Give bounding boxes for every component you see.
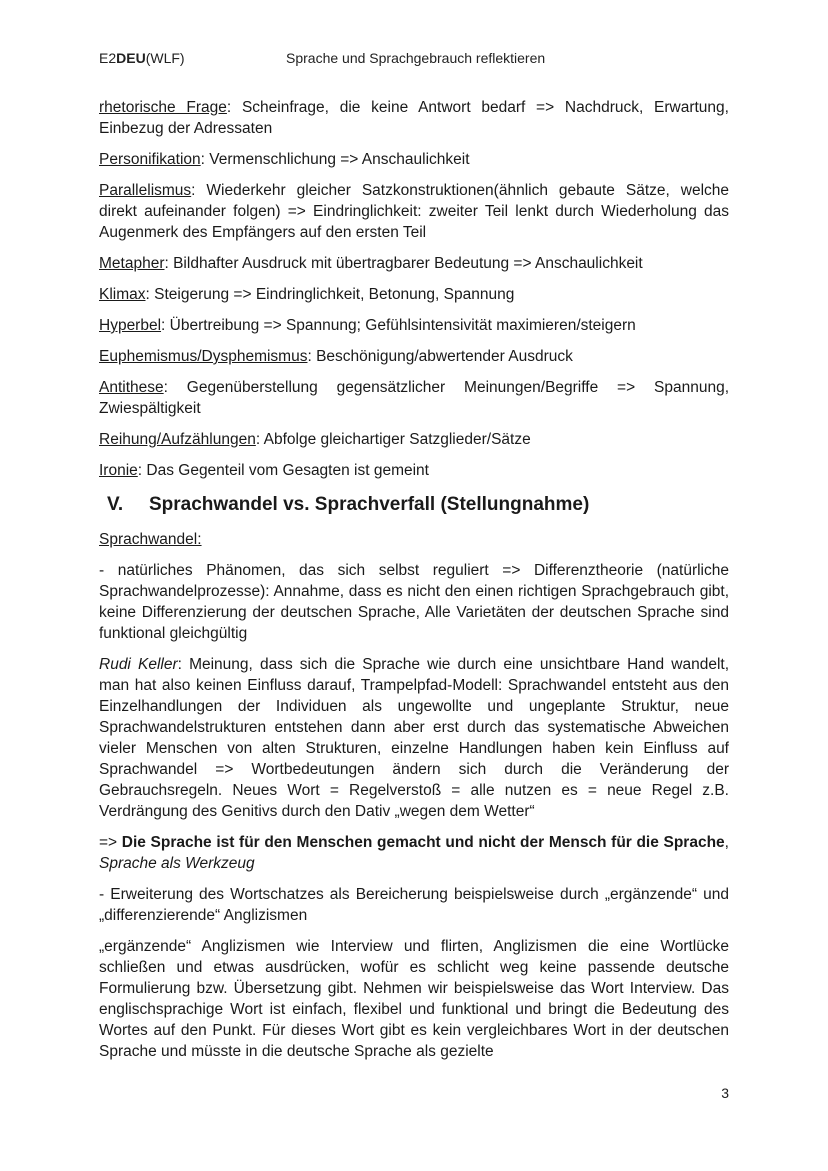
definition-item: [99, 315, 729, 336]
definition-term: Hyperbel: [99, 317, 162, 334]
definition-item: [99, 377, 729, 419]
definition-text: : Gegenüberstellung gegensätzlicher Meinungen/Begriffe => Spannung, Zwiespältigkeit: [99, 379, 729, 417]
page-number: 3: [721, 1085, 729, 1101]
definition-text: : Scheinfrage, die keine Antwort bedarf => Nachdruck, Erwartung, Einbezug der Adressaten: [99, 99, 729, 137]
definition-text: : Wiederkehr gleicher Satzkonstruktionen(ähnlich gebaute Sätze, welche direkt aufeinander folgen) => Eindringlichkeit: zweiter Teil lenkt durch Wiederholung das Augenmerk des Empfängers auf den ersten Teil: [99, 182, 729, 241]
definition-term: Reihung/Aufzählungen: [99, 431, 256, 448]
definition-item: [99, 97, 729, 139]
definition-text: : Abfolge gleichartiger Satzglieder/Sätze: [255, 431, 531, 448]
definition-text: : Vermenschlichung => Anschaulichkeit: [200, 151, 470, 168]
definition-item: [99, 460, 729, 481]
paragraph: - Erweiterung des Wortschatzes als Bereicherung beispielsweise durch „ergänzende“ und „differenzierende“ Anglizismen: [99, 886, 729, 924]
definition-item: [99, 180, 729, 243]
section-number: V.: [107, 494, 124, 515]
definition-text: : Bildhafter Ausdruck mit übertragbarer Bedeutung => Anschaulichkeit: [164, 255, 643, 272]
definition-term: Parallelismus: [99, 182, 192, 199]
definition-text: : Steigerung => Eindringlichkeit, Betonung, Spannung: [145, 286, 515, 303]
definition-item: [99, 149, 729, 170]
definition-text: : Beschönigung/abwertender Ausdruck: [307, 348, 573, 365]
definition-term: rhetorische Frage: [99, 99, 227, 116]
definition-text: : Übertreibung => Spannung; Gefühlsintensivität maximieren/steigern: [161, 317, 636, 334]
document-body: [99, 97, 729, 1072]
section-heading: [107, 493, 729, 517]
course-code: E2DEU(WLF): [99, 50, 185, 66]
document-title: Sprache und Sprachgebrauch reflektieren: [286, 50, 546, 66]
definition-term: Antithese: [99, 379, 164, 396]
section-title: Sprachwandel vs. Sprachverfall (Stellungnahme): [149, 494, 590, 515]
definition-item: [99, 284, 729, 305]
subheading: Sprachwandel:: [99, 531, 202, 548]
paragraph: „ergänzende“ Anglizismen wie Interview und flirten, Anglizismen die eine Wortlücke schließen und etwas ausdrücken, wofür es schlicht weg keine passende deutsche Formulierung bzw. Übersetzung gibt. Nehmen wir beispielsweise das Wort Interview. Das englischsprachige Wort ist einfach, flexibel und funktional und bringt die Bedeutung des Wortes auf den Punkt. Für dieses Wort gibt es kein vergleichbares Wort in der deutschen Sprache und müsste in die deutsche Sprache als gezielte: [99, 938, 729, 1060]
paragraph: - natürliches Phänomen, das sich selbst reguliert => Differenztheorie (natürliche Sprachwandelprozesse): Annahme, dass es nicht den einen richtigen Sprachgebrauch gibt, keine Differenzierung der deutschen Sprache, Alle Varietäten der deutschen Sprache sind funktional gleichgültig: [99, 562, 729, 642]
definition-item: [99, 429, 729, 450]
definition-text: : Das Gegenteil vom Gesagten ist gemeint: [137, 462, 429, 479]
thesis-statement: => Die Sprache ist für den Menschen gemacht und nicht der Mensch für die Sprache, Sprache als Werkzeug: [99, 834, 729, 872]
author-name: Rudi Keller: [99, 656, 178, 673]
definition-term: Personifikation: [99, 151, 201, 168]
definition-item: [99, 253, 729, 274]
definition-item: [99, 346, 729, 367]
definition-term: Metapher: [99, 255, 165, 272]
paragraph-keller: Rudi Keller: Meinung, dass sich die Sprache wie durch eine unsichtbare Hand wandelt, man hat also keinen Einfluss darauf, Trampelpfad-Modell: Sprachwandel entsteht aus den Einzelhandlungen der Individuen als ungewollte und ungeplante Struktur, neue Sprachwandelstrukturen entstehen dann aber erst durch das systematische Abweichen vieler Menschen von alten Strukturen, einzelne Handlungen haben kein Einfluss auf Sprachwandel => Wortbedeutungen ändern sich durch die Veränderung der Gebrauchsregeln. Neues Wort = Regelverstoß = alle nutzen es = neue Regel z.B. Verdrängung des Genitivs durch den Dativ „wegen dem Wetter“: [99, 656, 730, 820]
definition-term: Euphemismus/Dysphemismus: [99, 348, 308, 365]
definition-term: Ironie: [99, 462, 138, 479]
definition-term: Klimax: [99, 286, 146, 303]
